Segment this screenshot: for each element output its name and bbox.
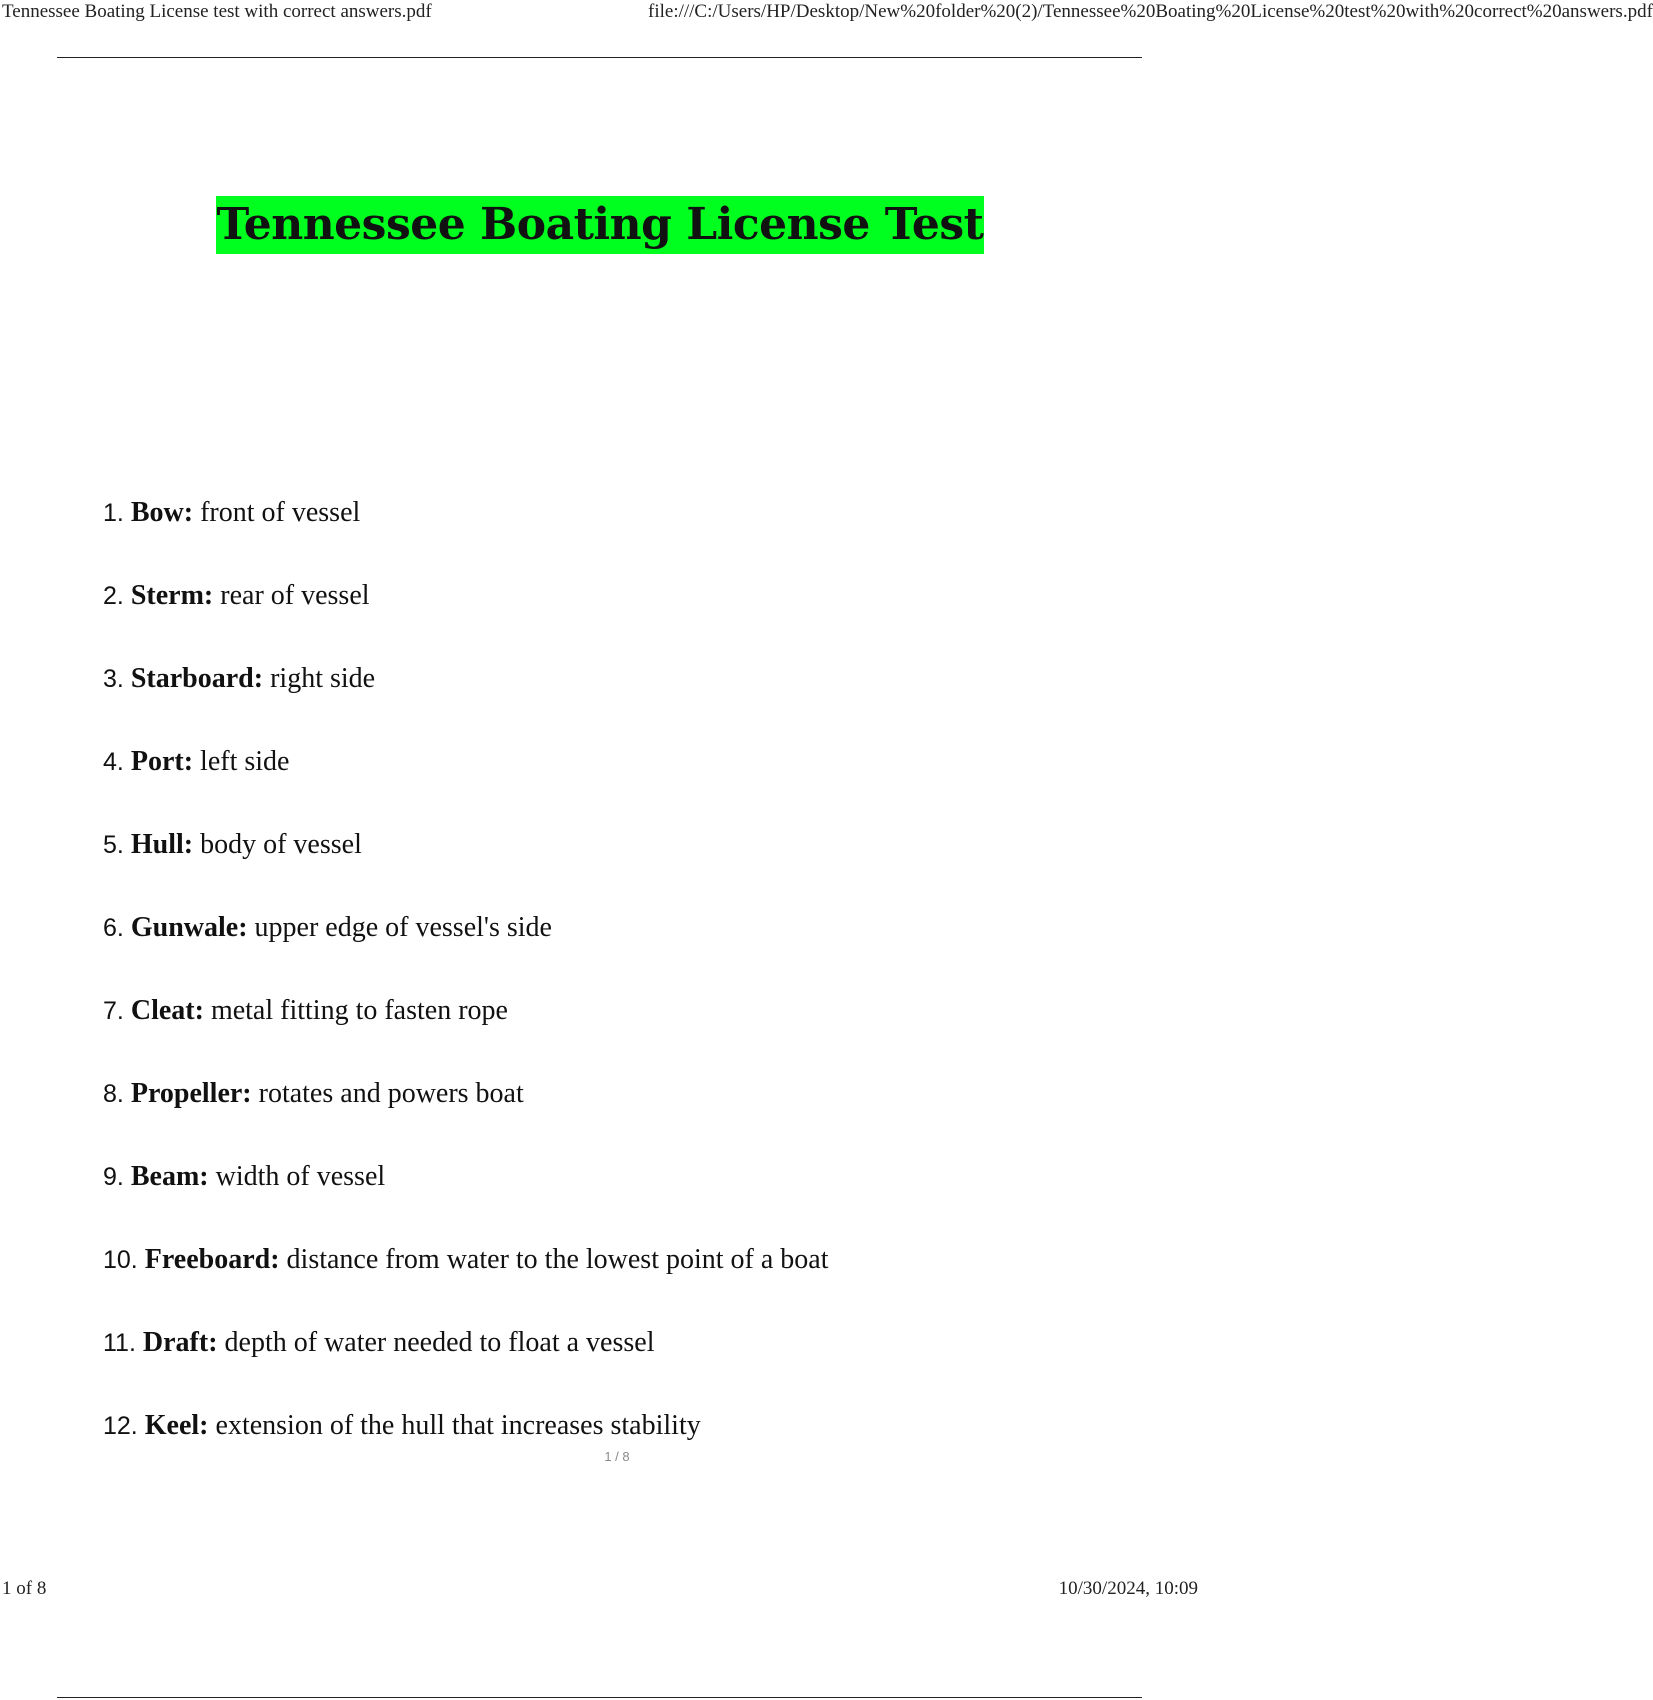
file-url: file:///C:/Users/HP/Desktop/New%20folder%20(2)/Tennessee%20Boating%20License%20test%20with%20correct%20answers.pdf [648,1,1653,22]
term-definition: body of vessel [200,829,362,860]
term-number: 10. [103,1246,138,1274]
term-word: Bow: [130,497,194,528]
page-count: 1 of 8 [2,1578,47,1599]
term-item [103,739,1103,822]
print-timestamp: 10/30/2024, 10:09 [1058,1578,1198,1599]
page-indicator: 1 / 8 [604,1449,630,1464]
term-number: 12. [103,1412,138,1440]
term-word: Sterm: [130,580,214,611]
title-area [0,196,1200,254]
document-title: Tennessee Boating License Test [216,196,985,254]
term-definition: front of vessel [200,497,361,528]
term-definition: right side [270,663,376,694]
term-item [103,1403,1103,1486]
term-definition: rotates and powers boat [258,1078,524,1109]
term-word: Freeboard: [144,1244,280,1275]
term-word: Keel: [144,1410,209,1441]
term-word: Gunwale: [130,912,248,943]
term-word: Beam: [130,1161,209,1192]
term-number: 6. [103,914,124,942]
document-name: Tennessee Boating License test with correct answers.pdf [2,1,432,22]
term-definition: upper edge of vessel's side [254,912,552,943]
term-definition: distance from water to the lowest point of a boat [286,1244,829,1275]
term-number: 7. [103,997,124,1025]
term-item [103,490,1103,573]
term-definition: width of vessel [215,1161,386,1192]
term-item [103,905,1103,988]
term-number: 1. [103,499,124,527]
term-item [103,988,1103,1071]
term-number: 11. [103,1329,136,1357]
term-word: Hull: [130,829,194,860]
term-word: Port: [130,746,194,777]
term-item [103,656,1103,739]
term-definition: rear of vessel [220,580,370,611]
term-word: Propeller: [130,1078,252,1109]
term-number: 9. [103,1163,124,1191]
term-item [103,1154,1103,1237]
term-definition: depth of water needed to float a vessel [224,1327,655,1358]
term-item [103,573,1103,656]
term-item [103,1071,1103,1154]
term-definition: left side [200,746,290,777]
terms-list [103,490,1103,1486]
term-definition: metal fitting to fasten rope [210,995,508,1026]
print-header [0,0,1653,26]
term-number: 2. [103,582,124,610]
footer-divider [57,1697,1142,1698]
term-definition: extension of the hull that increases stability [215,1410,701,1441]
term-item [103,1320,1103,1403]
term-word: Cleat: [130,995,204,1026]
header-divider [57,57,1142,58]
term-number: 5. [103,831,124,859]
term-number: 3. [103,665,124,693]
term-number: 4. [103,748,124,776]
term-item [103,1237,1103,1320]
term-item [103,822,1103,905]
term-word: Starboard: [130,663,264,694]
term-word: Draft: [142,1327,218,1358]
term-number: 8. [103,1080,124,1108]
